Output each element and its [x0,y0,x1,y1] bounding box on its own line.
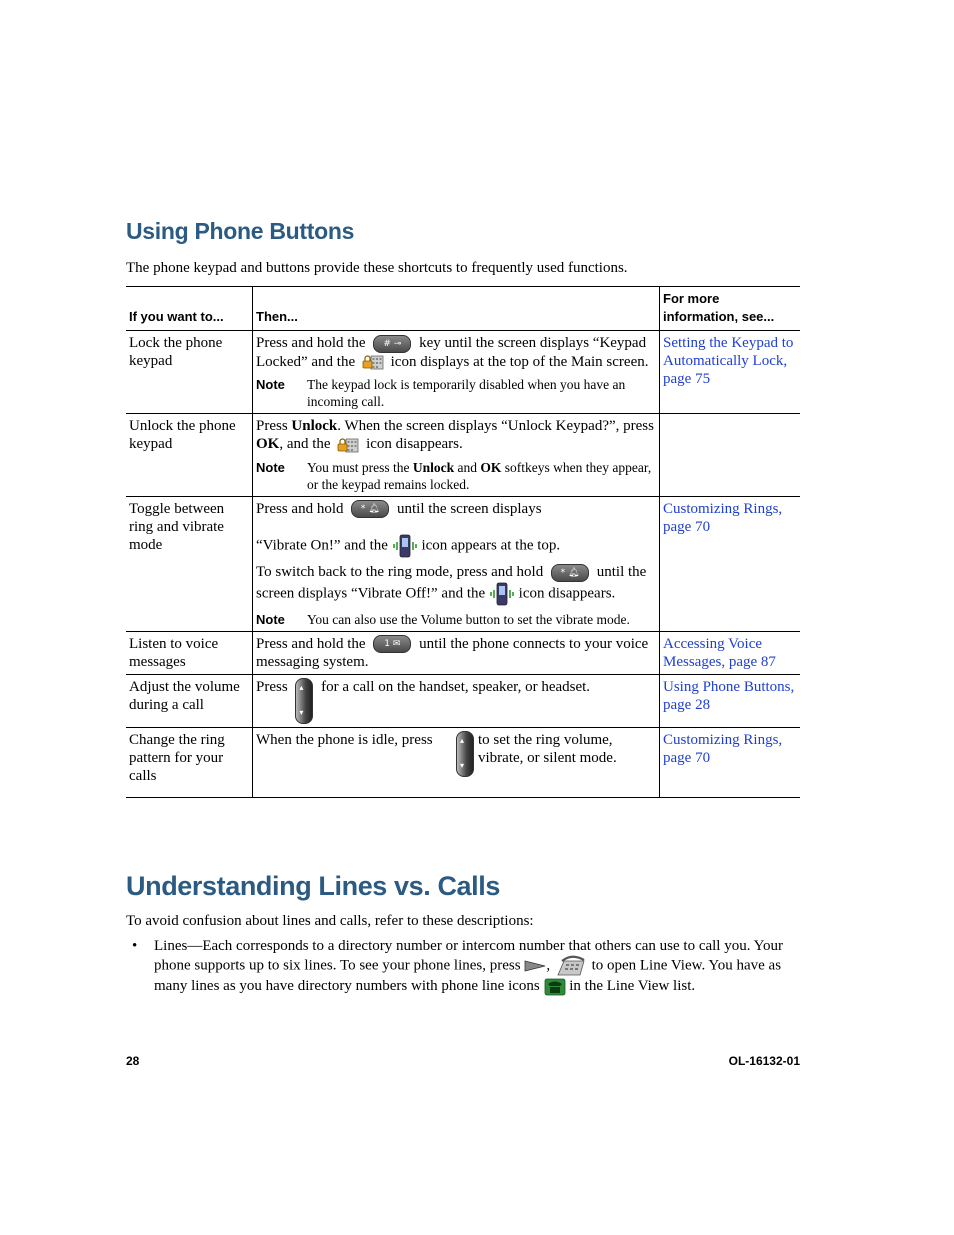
bullet-list [126,937,800,996]
instruction-line [256,731,656,777]
note-text: You can also use the Volume button to set the vibrate mode. [307,611,630,627]
softkey-name: Unlock [412,459,455,475]
row-reference [660,414,801,497]
section-intro: To avoid confusion about lines and calls, refer to these descriptions: [126,913,534,929]
row-reference [660,631,801,675]
instruction-line [256,500,656,519]
note [256,611,656,628]
voicemail-key-icon: 1 ✉︎ [373,635,411,653]
instruction-text: icon appears at the top. [421,537,561,554]
list-item [126,937,800,996]
instruction-text: icon disappears. [366,436,463,453]
bullet-dot: • [132,938,138,954]
table-row [126,414,800,497]
instruction-text: Press and hold the [256,335,366,351]
instruction-text: to set the ring volume, vibrate, or silent mode. [478,732,617,767]
navigation-right-arrow-icon [524,960,546,972]
instruction-text: “Vibrate On!” and the [256,537,388,554]
row-action: Adjust the volume during a call [126,675,253,728]
row-action: Lock the phone keypad [126,331,253,414]
table-header-row [126,287,800,331]
bullet-text-part: to open Line View. You have as many lines as you have directory numbers with phone line icons [154,957,782,994]
reference-link-customizing-rings[interactable]: Customizing Rings, page 70 [663,732,783,767]
shortcuts-table [126,286,800,798]
instruction-text: . When the screen displays “Unlock Keypad?”, press [337,418,654,435]
row-reference [660,496,801,631]
note-label: Note [256,377,285,393]
row-instructions [253,631,660,675]
instruction-text: Press and hold [256,500,344,517]
vibrate-icon [489,582,515,606]
instruction-text: , and the [279,436,331,453]
reference-link-voice-messages[interactable]: Accessing Voice Messages, page 87 [663,635,776,670]
document-id: OL-16132-01 [728,1054,800,1068]
line-view-phone-icon [554,955,588,977]
star-key-icon: * 🔔︎ [551,564,589,582]
instruction-text: To switch back to the ring mode, press and hold [256,564,544,581]
table-row [126,496,800,631]
volume-button-icon [456,731,474,777]
reference-link-phone-buttons[interactable]: Using Phone Buttons, page 28 [663,679,795,714]
instruction-line [256,534,656,558]
table-header-then: Then... [253,287,660,331]
row-action: Listen to voice messages [126,631,253,675]
softkey-name: Unlock [291,418,338,435]
instruction-text: Press and hold the [256,635,366,652]
note-text [307,459,656,493]
instruction-text: for a call on the handset, speaker, or headset. [321,679,591,696]
row-reference [660,331,801,414]
note-label: Note [256,611,285,627]
section-title-lines-vs-calls: Understanding Lines vs. Calls [126,871,500,901]
row-instructions [253,331,660,414]
reference-link-keypad-lock[interactable]: Setting the Keypad to Automatically Lock, page 75 [663,335,794,387]
row-action: Unlock the phone keypad [126,414,253,497]
row-instructions [253,496,660,631]
row-action: Change the ring pattern for your calls [126,728,253,798]
row-instructions [253,675,660,728]
row-instructions [253,728,660,798]
row-reference [660,728,801,798]
note-label: Note [256,459,285,475]
note [256,459,656,493]
row-instructions [253,414,660,497]
star-key-icon: * 🔔︎ [351,500,389,518]
note-text-part: softkeys when they appear, or the keypad remains locked. [307,459,652,492]
section-title-using-phone-buttons: Using Phone Buttons [126,218,355,244]
table-header-action: If you want to... [126,287,253,331]
vibrate-icon [392,534,418,558]
instruction-text: Press [256,418,288,435]
bullet-text-part: in the Line View list. [569,978,696,994]
table-row [126,331,800,414]
instruction-text: When the phone is idle, press [256,732,433,749]
note-text: The keypad lock is temporarily disabled when you have an incoming call. [307,377,626,410]
note-text-part: You must press the [307,459,410,475]
instruction-line [256,563,656,606]
bullet-text [154,937,800,996]
bullet-text-part: Lines—Each corresponds to a directory number or intercom number that others can use to call you. Your phone supports up to six lines. To see your phone lines, press [154,938,783,974]
instruction-text: until the screen displays [397,500,542,517]
hash-key-icon: # ⊸ [373,335,411,353]
instruction-text: until the phone connects to your voice messaging system. [256,635,649,671]
instruction-text: key until the screen displays “Keypad Locked” and the [256,335,647,370]
softkey-name: OK [480,459,502,475]
row-action: Toggle between ring and vibrate mode [126,496,253,631]
section-intro: The phone keypad and buttons provide these shortcuts to frequently used functions. [126,260,628,276]
instruction-text: until the screen displays “Vibrate Off!” and the [256,564,647,602]
volume-button-icon [295,678,313,724]
keypad-locked-icon [337,436,359,454]
phone-line-icon [544,978,566,996]
table-header-reference: For more information, see... [660,287,801,331]
table-row [126,675,800,728]
keypad-locked-icon [362,353,384,371]
instruction-text: Press [256,679,288,696]
instruction-text: icon disappears. [518,585,616,602]
table-row [126,728,800,798]
instruction-text: icon displays at the top of the Main screen. [390,353,649,370]
softkey-name: OK [256,436,280,453]
note [256,376,656,410]
row-reference [660,675,801,728]
note-text-part: and [457,459,478,475]
reference-link-customizing-rings[interactable]: Customizing Rings, page 70 [663,500,783,535]
page-number: 28 [126,1054,140,1068]
table-row [126,631,800,675]
separator-comma: , [546,957,551,974]
